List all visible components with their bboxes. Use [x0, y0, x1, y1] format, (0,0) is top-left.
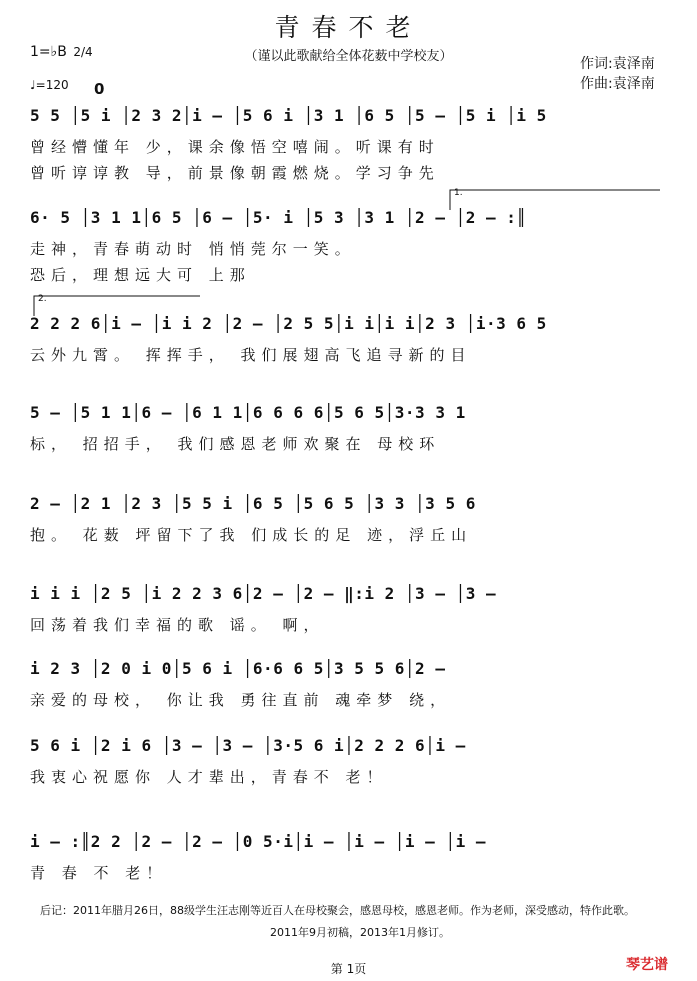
lyric-verse-1: 我衷心祝愿你 人才辈出，青春不 老！ — [30, 768, 388, 786]
notation-line: 2 – │2 1 │2 3 │5 5 i │6 5 │5 6 5 │3 3 │3 5 6 — [30, 494, 476, 513]
page-number: 第 1页 — [330, 962, 367, 976]
page-title: 青春不老 — [274, 13, 423, 42]
time-signature: 2/4 — [73, 45, 93, 59]
lyric-verse-1: 标， 招招手， 我们感恩老师欢聚在 母校环 — [30, 435, 441, 453]
notation-line: 5 6 i │2 i 6 │3 – │3 – │3·5 6 i│2 2 2 6│i – — [30, 736, 466, 755]
notation-line: i i i │2 5 │i 2 2 3 6│2 – │2 – ‖:i 2 │3 – │3 – — [30, 584, 497, 603]
site-logo: 琴艺谱 — [626, 957, 668, 973]
key-signature — [30, 44, 93, 60]
notation-line: 5 – │5 1 1│6 – │6 1 1│6 6 6 6│5 6 5│3·3 3 1 — [30, 403, 466, 422]
dedication-subtitle: （谨以此歌献给全体花薮中学校友） — [244, 49, 453, 64]
volta-1-label: 1. — [454, 188, 463, 198]
key-label: 1=♭B — [30, 44, 67, 60]
volta-2-label: 2. — [38, 294, 47, 304]
lyric-verse-1: 曾经懵懂年 少，课余像悟空嘻闹。听课有时 — [30, 138, 440, 156]
lyric-verse-1: 回荡着我们幸福的歌 谣。 啊， — [30, 616, 325, 634]
pickup-rest: 0 — [94, 80, 105, 98]
notation-line: 2 2 2 6│i – │i i 2 │2 – │2 5 5│i i│i i│2 3 │i·3 6 5 — [30, 314, 547, 333]
lyricist-credit: 作词:袁泽南 — [580, 56, 655, 72]
composer-credit: 作曲:袁泽南 — [580, 76, 655, 92]
lyric-verse-1: 走神，青春萌动时 悄悄莞尔一笑。 — [30, 240, 356, 258]
notation-line: 6· 5 │3 1 1│6 5 │6 – │5· i │5 3 │3 1 │2 – │2 – :║ — [30, 208, 527, 227]
notation-line: i 2 3 │2 0 i 0│5 6 i │6·6 6 5│3 5 5 6│2 – — [30, 659, 446, 678]
afterword-text: 后记：2011年腊月26日，88级学生汪志刚等近百人在母校聚会，感恩母校，感恩老师。作为老师，深受感动，特作此歌。 — [40, 904, 635, 917]
lyric-verse-1: 亲爱的母校， 你让我 勇往直前 魂牵梦 绕， — [30, 691, 452, 709]
afterword — [40, 900, 680, 944]
lyric-verse-1: 青 春 不 老！ — [30, 864, 168, 882]
revision-date: 2011年9月初稿，2013年1月修订。 — [270, 926, 450, 939]
lyric-verse-1: 云外九霄。 挥挥手， 我们展翅高飞追寻新的目 — [30, 346, 472, 364]
notation-line: 5 5 │5 i │2 3 2│i – │5 6 i │3 1 │6 5 │5 – │5 i │i 5 — [30, 106, 547, 125]
notation-line: i – :║2 2 │2 – │2 – │0 5·i│i – │i – │i – │i – — [30, 832, 486, 851]
tempo-mark: ♩=120 — [30, 78, 69, 92]
lyric-verse-2: 恐后，理想远大可 上那 — [30, 266, 251, 284]
lyric-verse-1: 抱。 花薮 坪留下了我 们成长的足 迹，浮丘山 — [30, 526, 473, 544]
lyric-verse-2: 曾听谆谆教 导，前景像朝霞燃烧。学习争先 — [30, 164, 440, 182]
credits — [580, 54, 655, 94]
